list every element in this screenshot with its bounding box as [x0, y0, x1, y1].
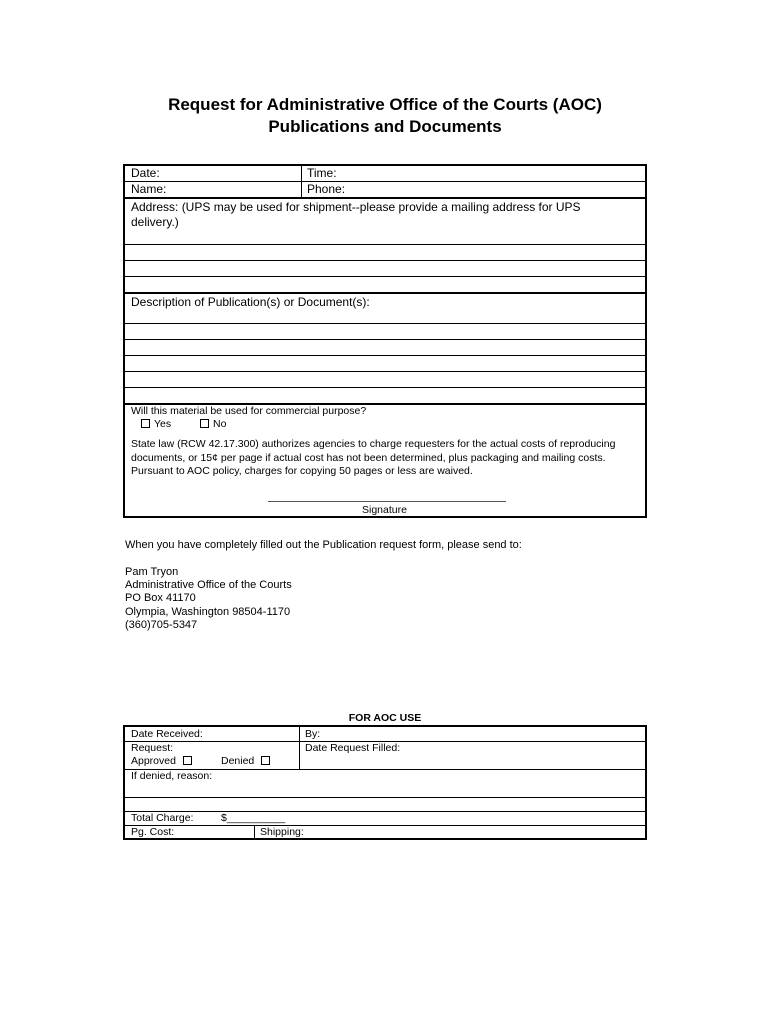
date-request-filled-label: Date Request Filled: [305, 742, 401, 754]
address-line-city: Olympia, Washington 98504-1170 [125, 606, 291, 618]
description-line [125, 323, 645, 324]
total-charge-label: Total Charge: [131, 812, 194, 824]
column-divider [299, 727, 300, 770]
no-label: No [213, 418, 227, 430]
pg-cost-label: Pg. Cost: [131, 826, 175, 838]
row-divider [125, 181, 645, 182]
section-divider [125, 197, 645, 199]
signature-line[interactable] [268, 501, 506, 502]
aoc-use-heading: FOR AOC USE [348, 712, 422, 724]
address-line-phone: (360)705-5347 [125, 619, 198, 631]
aoc-use-form [123, 725, 647, 840]
approved-checkbox[interactable] [183, 756, 192, 765]
commercial-question: Will this material be used for commercial purpose? [131, 405, 367, 417]
no-checkbox[interactable] [200, 419, 209, 428]
address-line-pobox: PO Box 41170 [125, 592, 196, 604]
request-form [123, 164, 647, 518]
date-received-label: Date Received: [131, 728, 203, 740]
denied-label: Denied [221, 755, 255, 767]
state-law-text: State law (RCW 42.17.300) authorizes agencies to charge requesters for the actual costs of reproducing documents, or 15¢ per page if actual cost has not been determined, plus packaging and mailing costs. Pursuant to AOC policy, charges for copying 50 pages or less are waived. [131, 438, 616, 477]
by-label: By: [305, 728, 321, 740]
yes-option[interactable] [141, 418, 171, 432]
title-line-1: Request for Administrative Office of the Courts (AOC) [168, 95, 602, 114]
yes-label: Yes [154, 418, 172, 430]
column-divider [301, 166, 302, 198]
shipping-label: Shipping: [260, 826, 304, 838]
approved-option[interactable] [131, 755, 196, 768]
signature-label: Signature [362, 504, 407, 516]
send-instructions: When you have completely filled out the Publication request form, please send to: [125, 539, 522, 551]
description-line [125, 339, 645, 340]
description-label: Description of Publication(s) or Document(s): [131, 295, 370, 309]
address-line-name: Pam Tryon [125, 566, 179, 578]
reason-line [125, 797, 645, 798]
description-line [125, 371, 645, 372]
description-line [125, 387, 645, 388]
phone-label: Phone: [307, 182, 346, 196]
no-option[interactable] [200, 418, 226, 432]
address-label: Address: (UPS may be used for shipment--please provide a mailing address for UPS delivery.) [131, 200, 581, 229]
row-divider [125, 825, 645, 826]
time-label: Time: [307, 166, 337, 180]
column-divider [254, 825, 255, 840]
description-line [125, 355, 645, 356]
yes-checkbox[interactable] [141, 419, 150, 428]
total-charge-field[interactable]: $__________ [221, 812, 286, 824]
if-denied-label: If denied, reason: [131, 770, 213, 782]
name-label: Name: [131, 182, 167, 196]
approved-label: Approved [131, 755, 176, 767]
page-title [0, 94, 770, 138]
address-line-org: Administrative Office of the Courts [125, 579, 292, 591]
request-label: Request: [131, 742, 174, 754]
denied-option[interactable] [221, 755, 274, 768]
address-line [125, 260, 645, 261]
title-line-2: Publications and Documents [268, 117, 502, 136]
address-line [125, 276, 645, 277]
row-divider [125, 811, 645, 812]
date-label: Date: [131, 166, 160, 180]
address-line [125, 244, 645, 245]
denied-checkbox[interactable] [261, 756, 270, 765]
section-divider [125, 292, 645, 294]
